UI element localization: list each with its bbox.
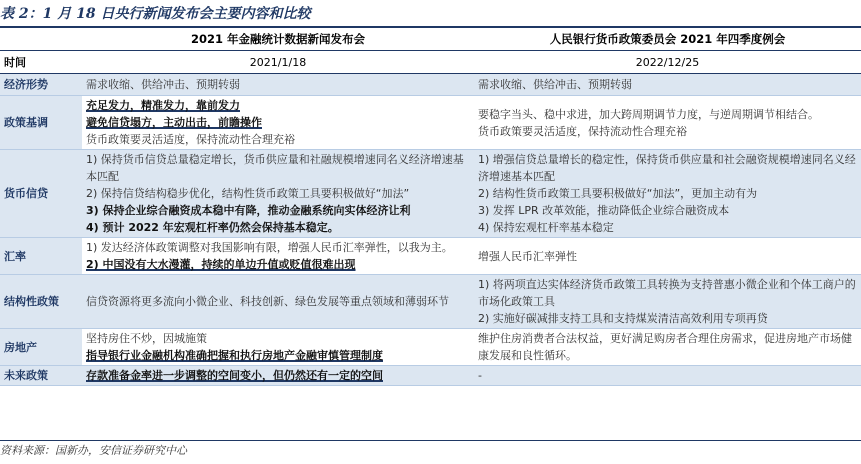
cell-text: 货币政策要灵活适度，保持流动性合理充裕 [86, 133, 295, 146]
row-label: 汇率 [0, 238, 82, 275]
cell-text: 1) 保持货币信贷总量稳定增长，货币供应量和社融规模增速同名义经济增速基本匹配 [86, 153, 464, 183]
row-label: 房地产 [0, 329, 82, 366]
header-row [0, 28, 861, 51]
cell-text: 维护住房消费者合法权益，更好满足购房者合理住房需求，促进房地产市场健康发展和良性循环。 [478, 332, 852, 362]
table-title: 表 2：1 月 18 日央行新闻发布会主要内容和比较 [0, 6, 311, 22]
row-label: 经济形势 [0, 74, 82, 96]
header-blank [0, 28, 82, 51]
time-row [0, 51, 861, 74]
cell-text: 坚持房住不炒，因城施策 [86, 332, 207, 345]
header-left: 2021 年金融统计数据新闻发布会 [82, 28, 474, 51]
row-right-cell [474, 238, 861, 275]
cell-text-emphasis: 4) 预计 2022 年宏观杠杆率仍然会保持基本稳定。 [86, 221, 339, 234]
bottom-rule [0, 440, 861, 441]
row-label: 货币信贷 [0, 150, 82, 238]
source-note: 资料来源：国新办，安信证券研究中心 [0, 444, 187, 457]
row-left-cell [82, 366, 474, 386]
cell-text: - [478, 369, 482, 382]
cell-text: 1) 增强信贷总量增长的稳定性，保持货币供应量和社会融资规模增速同名义经济增速基本匹配 [478, 153, 856, 183]
row-right-cell [474, 329, 861, 366]
row-left-cell [82, 238, 474, 275]
table-row [0, 366, 861, 386]
cell-text: 1) 发达经济体政策调整对我国影响有限，增强人民币汇率弹性，以我为主。 [86, 241, 453, 254]
table-row [0, 150, 861, 238]
row-right-cell [474, 275, 861, 329]
table-row [0, 74, 861, 96]
cell-text-emphasis: 指导银行业金融机构准确把握和执行房地产金融审慎管理制度 [86, 349, 383, 362]
cell-text: 需求收缩、供给冲击、预期转弱 [478, 78, 632, 91]
row-right-cell [474, 366, 861, 386]
cell-text-emphasis: 3) 保持企业综合融资成本稳中有降，推动金融系统向实体经济让利 [86, 204, 411, 217]
time-left: 2021/1/18 [82, 51, 474, 74]
cell-text-emphasis: 2) 中国没有大水漫灌，持续的单边升值或贬值很难出现 [86, 258, 356, 271]
row-right-cell [474, 74, 861, 96]
comparison-table [0, 28, 861, 386]
time-label: 时间 [0, 51, 82, 74]
cell-text: 需求收缩、供给冲击、预期转弱 [86, 78, 240, 91]
table-row [0, 96, 861, 150]
table-row [0, 329, 861, 366]
table-row [0, 275, 861, 329]
row-label: 结构性政策 [0, 275, 82, 329]
cell-text: 信贷资源将更多流向小微企业、科技创新、绿色发展等重点领域和薄弱环节 [86, 295, 449, 308]
row-left-cell [82, 275, 474, 329]
cell-text: 货币政策要灵活适度，保持流动性合理充裕 [478, 124, 687, 138]
row-label: 政策基调 [0, 96, 82, 150]
time-right: 2022/12/25 [474, 51, 861, 74]
cell-text: 3) 发挥 LPR 改革效能，推动降低企业综合融资成本 [478, 204, 730, 217]
header-right: 人民银行货币政策委员会 2021 年四季度例会 [474, 28, 861, 51]
row-left-cell [82, 74, 474, 96]
table-row [0, 238, 861, 275]
row-left-cell [82, 150, 474, 238]
cell-text-emphasis: 充足发力，精准发力，靠前发力 [86, 99, 240, 112]
cell-text-emphasis: 避免信贷塌方，主动出击，前瞻操作 [86, 116, 262, 129]
row-right-cell [474, 96, 861, 150]
row-left-cell [82, 329, 474, 366]
cell-text: 2) 实施好碳减排支持工具和支持煤炭清洁高效利用专项再贷 [478, 312, 768, 325]
row-left-cell [82, 96, 474, 150]
cell-text-emphasis: 存款准备金率进一步调整的空间变小，但仍然还有一定的空间 [86, 369, 383, 382]
row-right-cell [474, 150, 861, 238]
cell-text: 增强人民币汇率弹性 [478, 249, 577, 263]
cell-text: 要稳字当头、稳中求进，加大跨周期调节力度，与逆周期调节相结合。 [478, 107, 819, 121]
cell-text: 1) 将两项直达实体经济货币政策工具转换为支持普惠小微企业和个体工商户的市场化政策工具 [478, 278, 856, 308]
cell-text: 2) 保持信贷结构稳步优化，结构性货币政策工具要积极做好“加法” [86, 187, 410, 200]
cell-text: 4) 保持宏观杠杆率基本稳定 [478, 221, 614, 234]
cell-text: 2) 结构性货币政策工具要积极做好“加法”，更加主动有为 [478, 187, 758, 200]
row-label: 未来政策 [0, 366, 82, 386]
